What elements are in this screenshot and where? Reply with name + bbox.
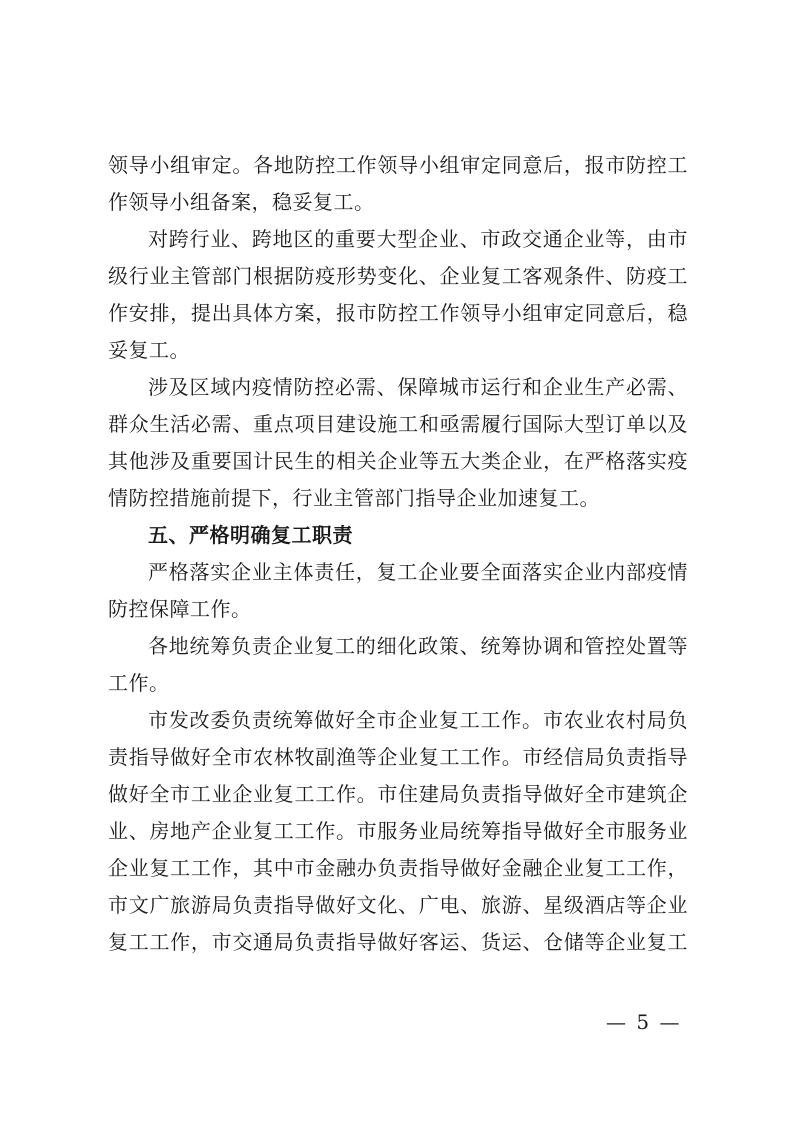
text-line: 领导小组审定。各地防控工作领导小组审定同意后，报市防控工 (108, 153, 688, 177)
text-line: 妥复工。 (108, 338, 190, 362)
text-line: 严格落实企业主体责任，复工企业要全面落实企业内部疫情 (148, 560, 688, 584)
text-line: 作安排，提出具体方案，报市防控工作领导小组审定同意后，稳 (108, 301, 688, 325)
text-line: 级行业主管部门根据防疫形势变化、企业复工客观条件、防疫工 (108, 264, 688, 288)
text-line: 其他涉及重要国计民生的相关企业等五大类企业，在严格落实疫 (108, 449, 688, 473)
paragraph (108, 221, 688, 369)
paragraph (108, 702, 688, 961)
text-line: 涉及区域内疫情防控必需、保障城市运行和企业生产必需、 (148, 375, 688, 399)
paragraph (108, 628, 688, 702)
section-heading: 五、严格明确复工职责 (148, 523, 353, 547)
text-line: 市发改委负责统筹做好全市企业复工工作。市农业农村局负 (148, 708, 688, 732)
text-line: 群众生活必需、重点项目建设施工和亟需履行国际大型订单以及 (108, 412, 688, 436)
text-line: 责指导做好全市农林牧副渔等企业复工工作。市经信局负责指导 (108, 745, 688, 769)
paragraph (108, 147, 688, 221)
text-line: 市文广旅游局负责指导做好文化、广电、旅游、星级酒店等企业 (108, 893, 688, 917)
text-line: 工作。 (108, 671, 170, 695)
paragraph (108, 554, 688, 628)
document-body (108, 147, 688, 961)
text-line: 复工工作，市交通局负责指导做好客运、货运、仓储等企业复工 (108, 930, 688, 954)
text-line: 防控保障工作。 (108, 597, 252, 621)
text-line: 业、房地产企业复工工作。市服务业局统筹指导做好全市服务业 (108, 819, 688, 843)
text-line: 企业复工工作，其中市金融办负责指导做好金融企业复工工作， (108, 856, 688, 880)
section-heading-wrapper (108, 517, 688, 554)
page-number: — 5 — (606, 1010, 682, 1034)
text-line: 作领导小组备案，稳妥复工。 (108, 190, 375, 214)
text-line: 对跨行业、跨地区的重要大型企业、市政交通企业等，由市 (148, 227, 688, 251)
paragraph (108, 369, 688, 517)
text-line: 做好全市工业企业复工工作。市住建局负责指导做好全市建筑企 (108, 782, 688, 806)
text-line: 情防控措施前提下，行业主管部门指导企业加速复工。 (108, 486, 600, 510)
text-line: 各地统筹负责企业复工的细化政策、统筹协调和管控处置等 (148, 634, 688, 658)
